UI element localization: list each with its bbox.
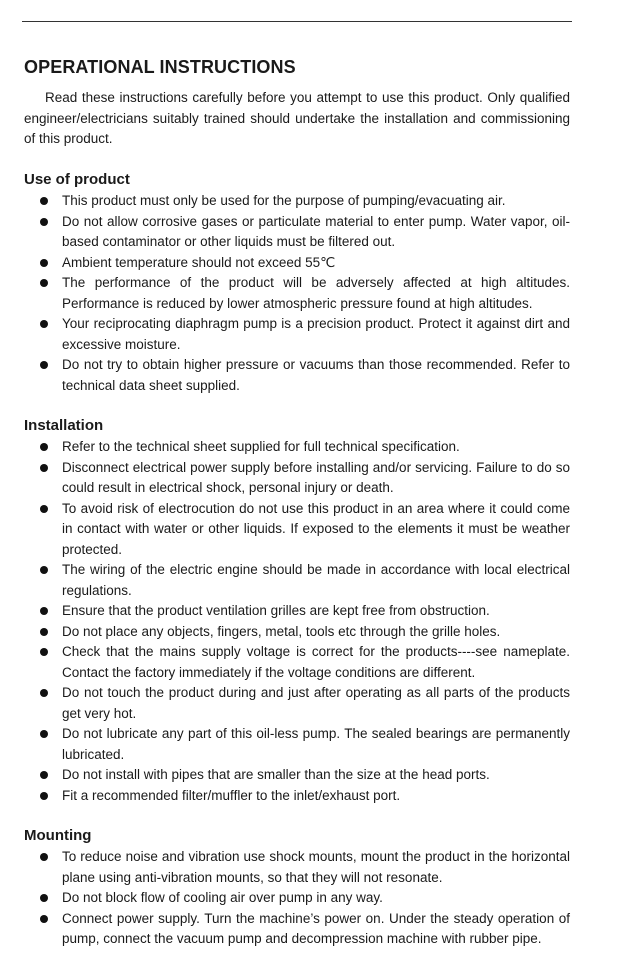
- section-heading: Installation: [24, 417, 104, 434]
- section-heading: Use of product: [24, 171, 130, 188]
- list-item: Do not allow corrosive gases or particulate material to enter pump. Water vapor, oil-based contaminator or other liquids must be filtered out.: [24, 212, 570, 253]
- bullet-icon: [40, 443, 48, 451]
- list-item: Do not install with pipes that are smaller than the size at the head ports.: [24, 765, 570, 786]
- list-item: Do not block flow of cooling air over pump in any way.: [24, 888, 570, 909]
- section-installation: [24, 416, 570, 806]
- list-item: Connect power supply. Turn the machine’s power on. Under the steady operation of pump, connect the vacuum pump and decompression machine with rubber pipe.: [24, 909, 570, 950]
- bullet-icon: [40, 505, 48, 513]
- page-title: OPERATIONAL INSTRUCTIONS: [24, 57, 296, 77]
- list-item: The performance of the product will be adversely affected at high altitudes. Performance is reduced by lower atmospheric pressure found at high altitudes.: [24, 273, 570, 314]
- list-item: This product must only be used for the purpose of pumping/evacuating air.: [24, 191, 570, 212]
- bullet-icon: [40, 648, 48, 656]
- bullet-icon: [40, 792, 48, 800]
- list-item: Do not try to obtain higher pressure or vacuums than those recommended. Refer to technical data sheet supplied.: [24, 355, 570, 396]
- bullet-icon: [40, 607, 48, 615]
- list-item: Do not lubricate any part of this oil-less pump. The sealed bearings are permanently lubricated.: [24, 724, 570, 765]
- list-item: Do not touch the product during and just after operating as all parts of the products get very hot.: [24, 683, 570, 724]
- bullet-list: [24, 437, 570, 806]
- bullet-list: [24, 847, 570, 950]
- section-heading: Mounting: [24, 827, 92, 844]
- list-item: Do not place any objects, fingers, metal, tools etc through the grille holes.: [24, 622, 570, 643]
- bullet-icon: [40, 320, 48, 328]
- bullet-icon: [40, 894, 48, 902]
- bullet-icon: [40, 361, 48, 369]
- bullet-icon: [40, 197, 48, 205]
- bullet-icon: [40, 730, 48, 738]
- bullet-icon: [40, 853, 48, 861]
- bullet-icon: [40, 566, 48, 574]
- list-item: Refer to the technical sheet supplied for full technical specification.: [24, 437, 570, 458]
- list-item: To reduce noise and vibration use shock mounts, mount the product in the horizontal plane using anti-vibration mounts, so that they will not resonate.: [24, 847, 570, 888]
- bullet-icon: [40, 628, 48, 636]
- list-item: Disconnect electrical power supply before installing and/or servicing. Failure to do so could result in electrical shock, personal injury or death.: [24, 458, 570, 499]
- bullet-icon: [40, 218, 48, 226]
- list-item: To avoid risk of electrocution do not use this product in an area where it could come in contact with water or other liquids. If exposed to the elements it must be weather protected.: [24, 499, 570, 561]
- bullet-icon: [40, 915, 48, 923]
- top-rule: [22, 21, 572, 22]
- bullet-icon: [40, 464, 48, 472]
- list-item: Ambient temperature should not exceed 55℃: [24, 253, 570, 274]
- intro-paragraph: Read these instructions carefully before you attempt to use this product. Only qualified engineer/electricians suitably trained should undertake the installation and commissioning of this product.: [24, 90, 570, 146]
- list-item: Your reciprocating diaphragm pump is a precision product. Protect it against dirt and excessive moisture.: [24, 314, 570, 355]
- section-mounting: [24, 826, 570, 950]
- list-item: Fit a recommended filter/muffler to the inlet/exhaust port.: [24, 786, 570, 807]
- section-use-of-product: [24, 170, 570, 396]
- bullet-icon: [40, 689, 48, 697]
- bullet-icon: [40, 771, 48, 779]
- list-item: The wiring of the electric engine should be made in accordance with local electrical regulations.: [24, 560, 570, 601]
- bullet-list: [24, 191, 570, 396]
- list-item: Check that the mains supply voltage is correct for the products----see nameplate. Contact the factory immediately if the voltage conditions are different.: [24, 642, 570, 683]
- bullet-icon: [40, 279, 48, 287]
- list-item: Ensure that the product ventilation grilles are kept free from obstruction.: [24, 601, 570, 622]
- bullet-icon: [40, 259, 48, 267]
